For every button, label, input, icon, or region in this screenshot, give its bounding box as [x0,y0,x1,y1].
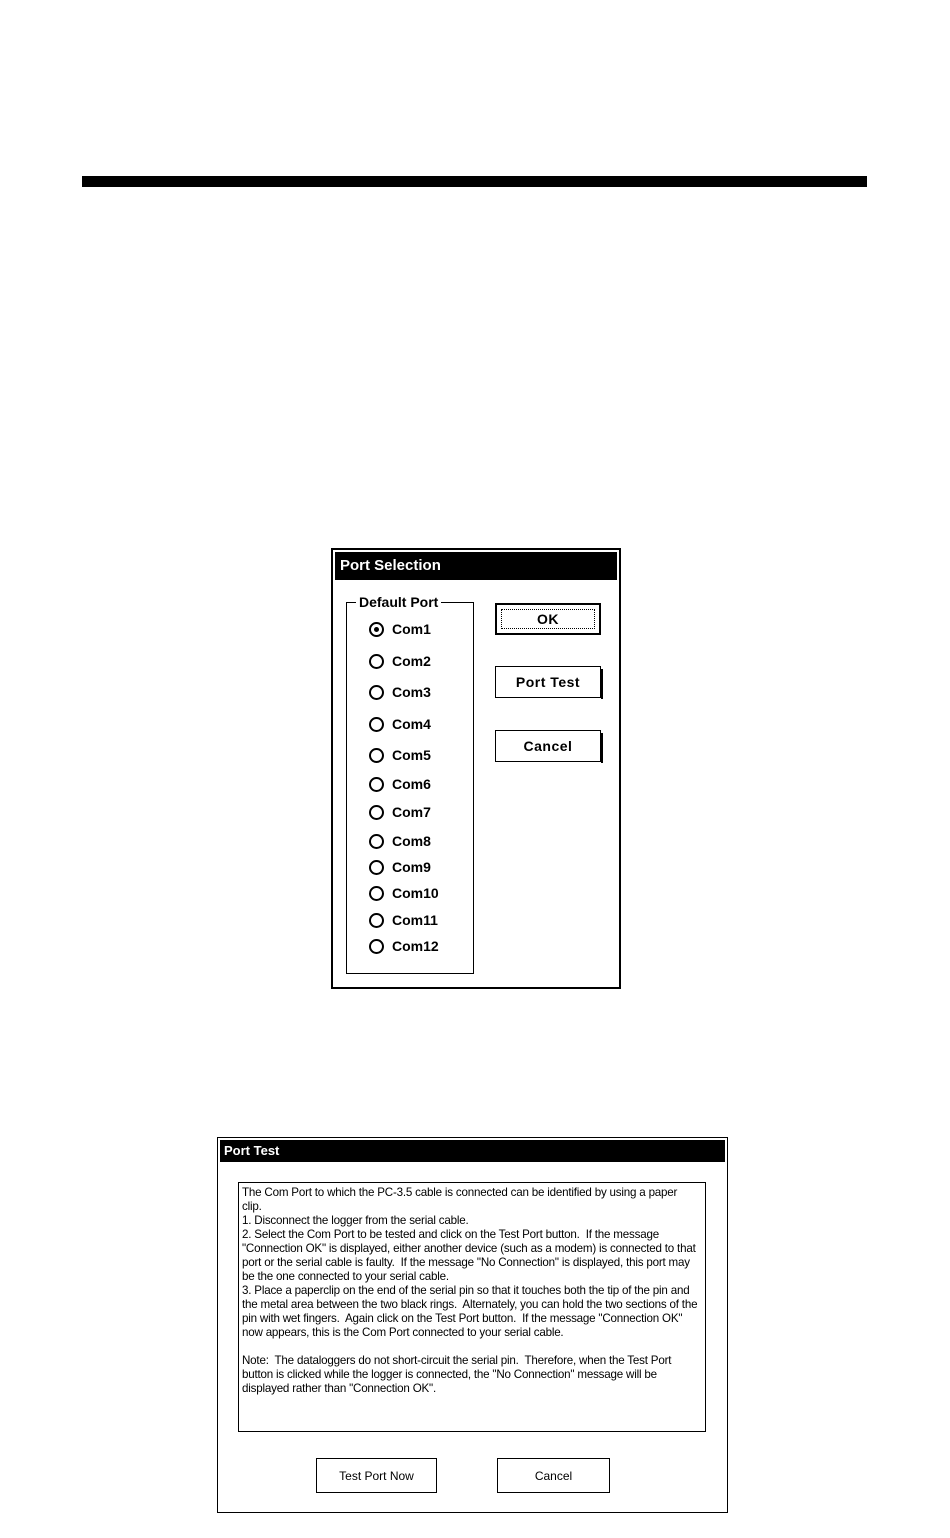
port-radio-com1[interactable] [369,620,431,638]
button-shadow [601,733,603,763]
port-radio-label: Com6 [392,776,431,792]
port-radio-com9[interactable] [369,858,431,876]
port-radio-label: Com2 [392,653,431,669]
dialog-title: Port Test [220,1140,725,1162]
dialog-title: Port Selection [335,552,617,580]
port-radio-label: Com1 [392,621,431,637]
port-radio-com5[interactable] [369,746,431,764]
radio-button-icon [369,913,384,928]
port-test-button-label: Port Test [515,674,581,690]
port-radio-com7[interactable] [369,803,431,821]
group-label: Default Port [356,594,441,610]
port-radio-label: Com8 [392,833,431,849]
port-radio-label: Com5 [392,747,431,763]
test-port-now-label: Test Port Now [339,1468,414,1483]
radio-button-icon [369,654,384,669]
port-test-dialog [217,1137,728,1513]
port-radio-label: Com9 [392,859,431,875]
test-port-now-button[interactable] [316,1458,437,1493]
page-header-rule [82,176,867,187]
port-radio-com6[interactable] [369,775,431,793]
port-selection-dialog [331,548,621,989]
port-test-button[interactable] [495,666,601,698]
radio-button-icon [369,886,384,901]
radio-button-icon [369,777,384,792]
cancel-button[interactable] [495,730,601,762]
radio-button-icon [369,717,384,732]
instruction-paragraph: 3. Place a paperclip on the end of the serial pin so that it touches both the tip of the pin and the metal area between the two black rings. Alternately, you can hold the two sections of the pin with wet fingers. Again click on the Test Port button. If the message "Connection OK" now appears, this is the Com Port connected to your serial cable. [242,1284,701,1339]
port-radio-com4[interactable] [369,715,431,733]
ok-button-label: OK [537,611,559,627]
button-shadow [601,669,603,699]
radio-button-icon [369,805,384,820]
port-radio-label: Com4 [392,716,431,732]
radio-button-icon [369,622,384,637]
port-radio-label: Com3 [392,684,431,700]
port-radio-com8[interactable] [369,832,431,850]
cancel-button-label: Cancel [534,1468,573,1483]
instruction-paragraph: 1. Disconnect the logger from the serial cable. [242,1214,469,1227]
blank-line [242,1340,699,1354]
port-radio-com10[interactable] [369,884,439,902]
port-radio-list [347,603,473,973]
port-radio-com3[interactable] [369,683,431,701]
port-radio-label: Com12 [392,938,439,954]
focus-ring [501,609,595,629]
cancel-button-label: Cancel [523,738,573,754]
port-radio-com12[interactable] [369,937,439,955]
radio-button-icon [369,860,384,875]
cancel-button[interactable] [497,1458,610,1493]
radio-button-icon [369,748,384,763]
radio-selected-dot [374,627,379,632]
instruction-paragraph: The Com Port to which the PC-3.5 cable is connected can be identified by using a paper clip. [242,1186,681,1213]
instruction-paragraph: 2. Select the Com Port to be tested and click on the Test Port button. If the message "Connection OK" is displayed, either another device (such as a modem) is connected to that port or the serial cable is faulty. If the message "No Connection" is displayed, this port may be the one connected to your serial cable. [242,1228,699,1283]
port-radio-com2[interactable] [369,652,431,670]
default-port-group [346,594,474,974]
port-radio-label: Com11 [392,912,438,928]
radio-button-icon [369,834,384,849]
ok-button[interactable] [495,603,601,635]
instructions-textbox[interactable] [238,1182,706,1432]
port-radio-label: Com7 [392,804,431,820]
port-radio-label: Com10 [392,885,439,901]
radio-button-icon [369,939,384,954]
instruction-paragraph: Note: The dataloggers do not short-circuit the serial pin. Therefore, when the Test Port button is clicked while the logger is connected, the "No Connection" message will be displayed rather than "Connection OK". [242,1354,675,1395]
port-radio-com11[interactable] [369,911,438,929]
radio-button-icon [369,685,384,700]
